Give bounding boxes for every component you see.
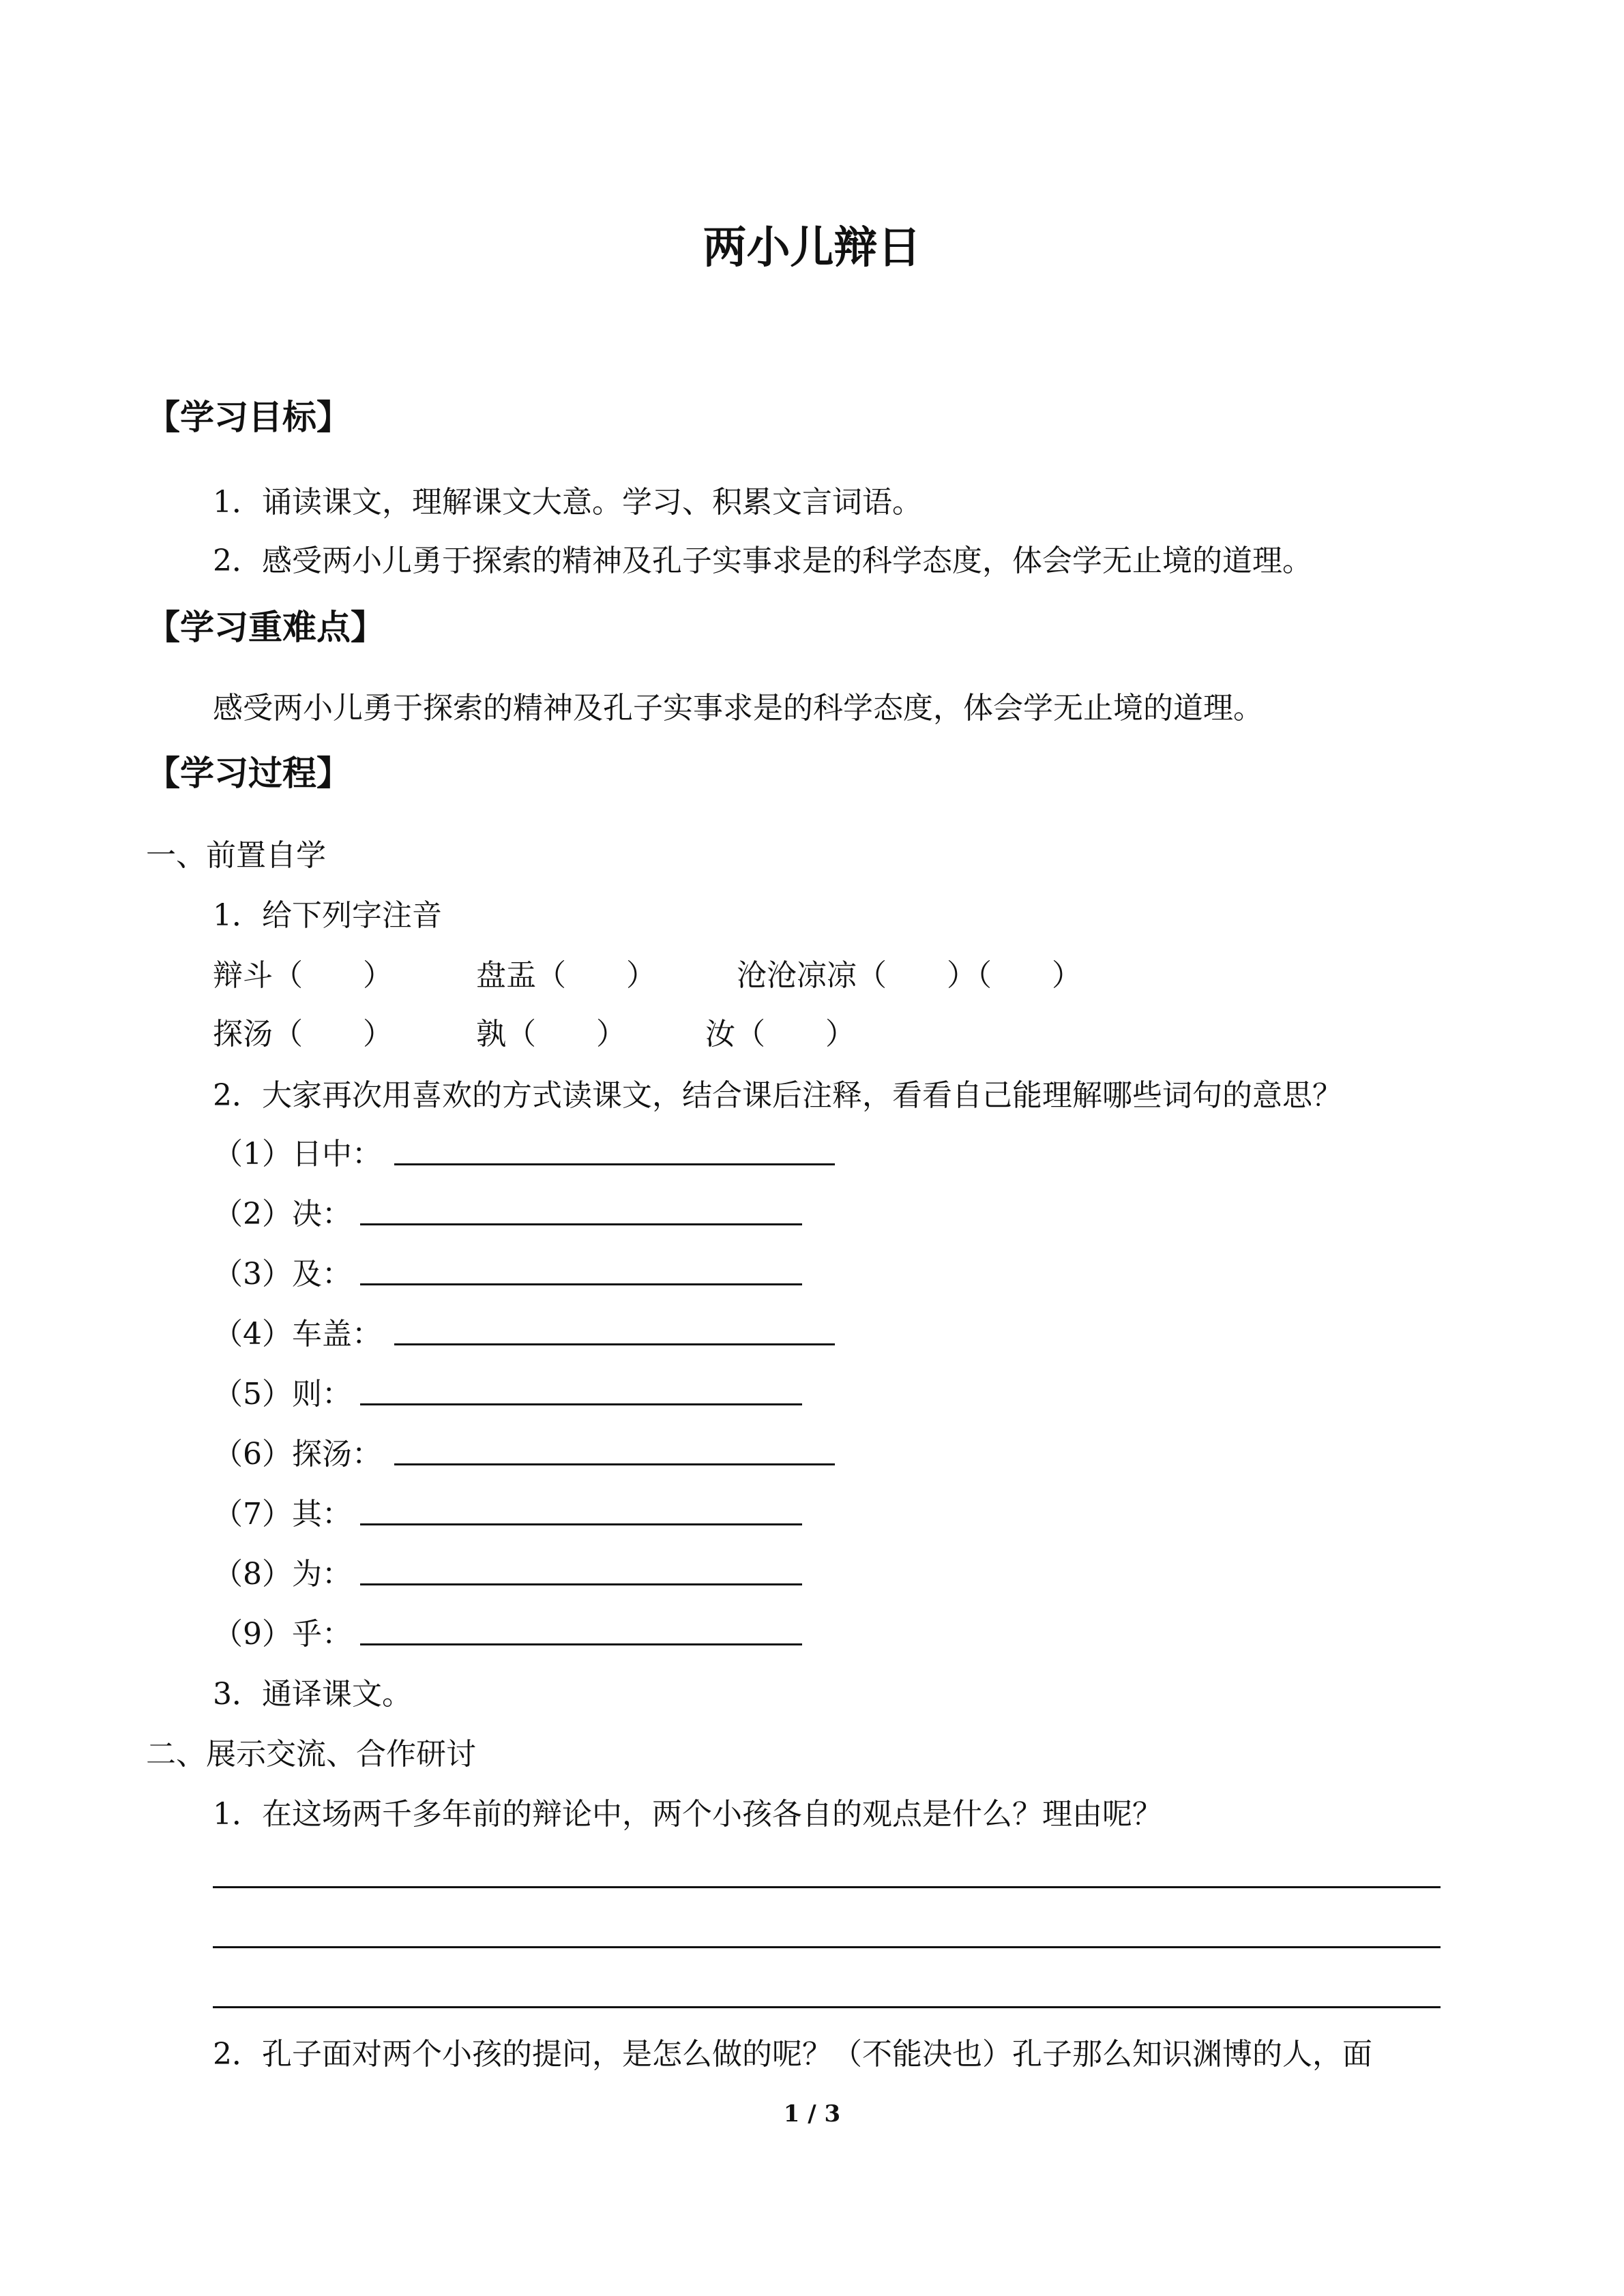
goal-item: 2．感受两小儿勇于探索的精神及孔子实事求是的科学态度，体会学无止境的道理。	[213, 543, 1312, 578]
page-title: 两小儿辩日	[703, 223, 921, 273]
pinyin-item: 辩斗（ ）	[213, 958, 393, 993]
term-label: （3）及：	[213, 1257, 352, 1292]
pinyin-item: 孰（ ）	[476, 1017, 626, 1052]
answer-blank[interactable]	[394, 1463, 835, 1465]
section-heading-process: 【学习过程】	[146, 754, 351, 793]
answer-line[interactable]	[213, 2006, 1441, 2008]
pinyin-item: 汝（ ）	[705, 1017, 855, 1052]
pinyin-item: 盘盂（ ）	[476, 958, 656, 993]
answer-line[interactable]	[213, 1886, 1441, 1888]
answer-blank[interactable]	[360, 1403, 802, 1405]
answer-blank[interactable]	[360, 1523, 802, 1525]
key-points-text: 感受两小儿勇于探索的精神及孔子实事求是的科学态度，体会学无止境的道理。	[213, 691, 1263, 726]
goal-item: 1．诵读课文，理解课文大意。学习、积累文言词语。	[213, 485, 922, 520]
question-3: 3．通译课文。	[213, 1677, 412, 1712]
answer-blank[interactable]	[360, 1283, 802, 1285]
term-label: （6）探汤：	[213, 1437, 382, 1472]
answer-blank[interactable]	[360, 1223, 802, 1225]
answer-blank[interactable]	[394, 1163, 835, 1165]
page-number: 1 / 3	[783, 2100, 841, 2128]
answer-line[interactable]	[213, 1946, 1441, 1948]
section-heading-goals: 【学习目标】	[146, 398, 351, 437]
answer-blank[interactable]	[360, 1643, 802, 1645]
pinyin-item: 沧沧凉凉（ ）（ ）	[737, 958, 1082, 993]
question-2-2: 2．孔子面对两个小孩的提问，是怎么做的呢？（不能决也）孔子那么知识渊博的人，面	[213, 2037, 1372, 2072]
term-label: （2）决：	[213, 1197, 352, 1232]
part1-heading: 一、前置自学	[146, 838, 326, 873]
part2-heading: 二、展示交流、合作研讨	[146, 1737, 476, 1772]
term-label: （4）车盖：	[213, 1317, 382, 1352]
pinyin-item: 探汤（ ）	[213, 1017, 393, 1052]
section-heading-key-points: 【学习重难点】	[146, 608, 385, 647]
answer-blank[interactable]	[360, 1583, 802, 1585]
term-label: （5）则：	[213, 1377, 352, 1412]
term-label: （8）为：	[213, 1557, 352, 1592]
question-2-1: 1．在这场两千多年前的辩论中，两个小孩各自的观点是什么？理由呢？	[213, 1797, 1162, 1832]
term-label: （1）日中：	[213, 1137, 382, 1172]
question-1: 1．给下列字注音	[213, 898, 442, 933]
answer-blank[interactable]	[394, 1343, 835, 1345]
question-2: 2．大家再次用喜欢的方式读课文，结合课后注释，看看自己能理解哪些词句的意思？	[213, 1078, 1342, 1113]
term-label: （9）乎：	[213, 1617, 352, 1652]
term-label: （7）其：	[213, 1497, 352, 1532]
